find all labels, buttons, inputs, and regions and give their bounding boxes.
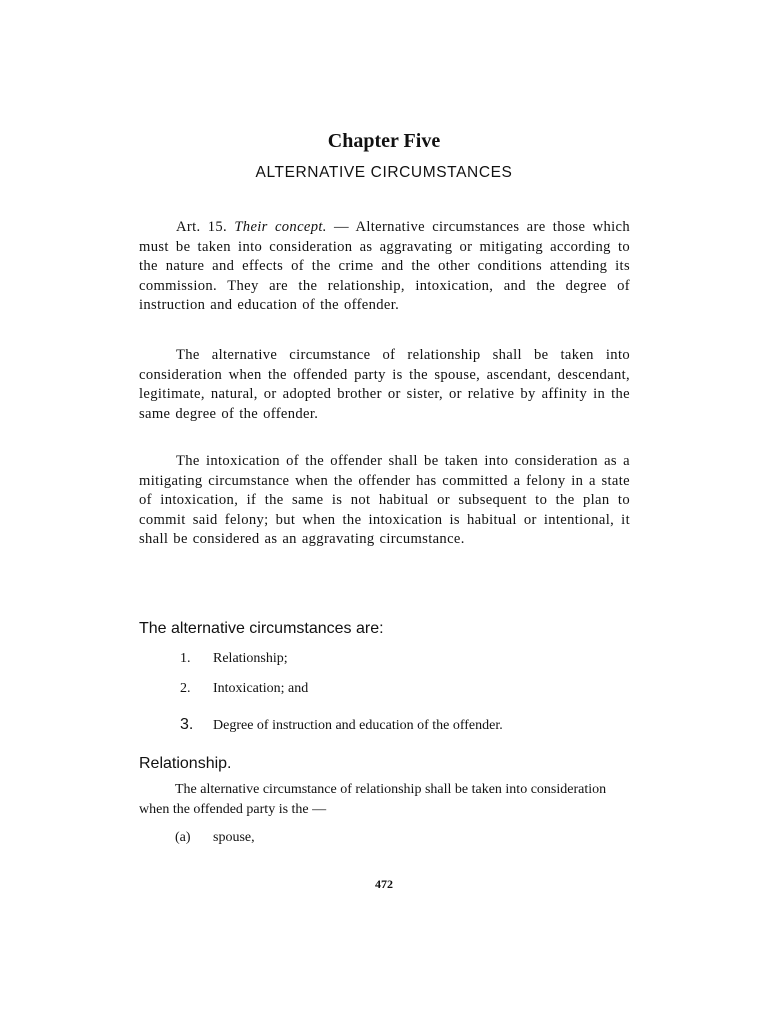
list-item: [180, 651, 288, 667]
list-item-number: 1.: [180, 651, 191, 666]
chapter-title: Chapter Five: [327, 130, 441, 152]
relationship-paragraph-text: The alternative circumstance of relationship shall be taken into consideration when the offended party is the —: [139, 782, 607, 817]
page-number: 472: [375, 877, 393, 891]
list-item-text: Intoxication; and: [213, 681, 309, 696]
article-paragraph-1-body: — Alternative circumstances are those which must be taken into consideration as aggravating or mitigating according to the nature and effects of the crime and the other conditions attending its commission. They are the relationship, intoxication, and the degree of instruction and education of the offender.: [139, 219, 631, 314]
sub-item-text: spouse,: [213, 830, 255, 845]
list-heading: The alternative circumstances are:: [139, 620, 384, 637]
list-item: [180, 681, 308, 697]
list-item-number: 2.: [180, 681, 191, 696]
article-concept-title: Their concept.: [234, 219, 327, 235]
article-paragraph-2-text: The alternative circumstance of relationship shall be taken into consideration when the offended party is the spouse, ascendant, descendant, legitimate, natural, or adopted brother or sister, or relative by affinity in the same degree of the offender.: [139, 347, 630, 422]
article-number: Art. 15.: [176, 219, 228, 235]
article-paragraph-1: [139, 218, 630, 316]
sub-item-label: (a): [175, 830, 191, 845]
article-paragraph-3-text: The intoxication of the offender shall be taken into consideration as a mitigating circumstance when the offender has committed a felony in a state of intoxication, if the same is not habitual or subsequent to the plan to commit said felony; but when the intoxication is habitual or intentional, it shall be considered as an aggravating circumstance.: [139, 453, 630, 548]
relationship-sub-item: [175, 830, 255, 846]
chapter-subtitle: ALTERNATIVE CIRCUMSTANCES: [255, 164, 513, 181]
list-item-text: Relationship;: [213, 651, 288, 666]
list-item: [180, 716, 503, 734]
list-item-number: 3.: [180, 716, 194, 733]
list-item-text: Degree of instruction and education of the offender.: [213, 718, 503, 733]
relationship-paragraph: [139, 780, 634, 820]
relationship-heading: Relationship.: [139, 755, 232, 772]
article-paragraph-2: [139, 346, 630, 424]
article-paragraph-3: [139, 452, 630, 550]
